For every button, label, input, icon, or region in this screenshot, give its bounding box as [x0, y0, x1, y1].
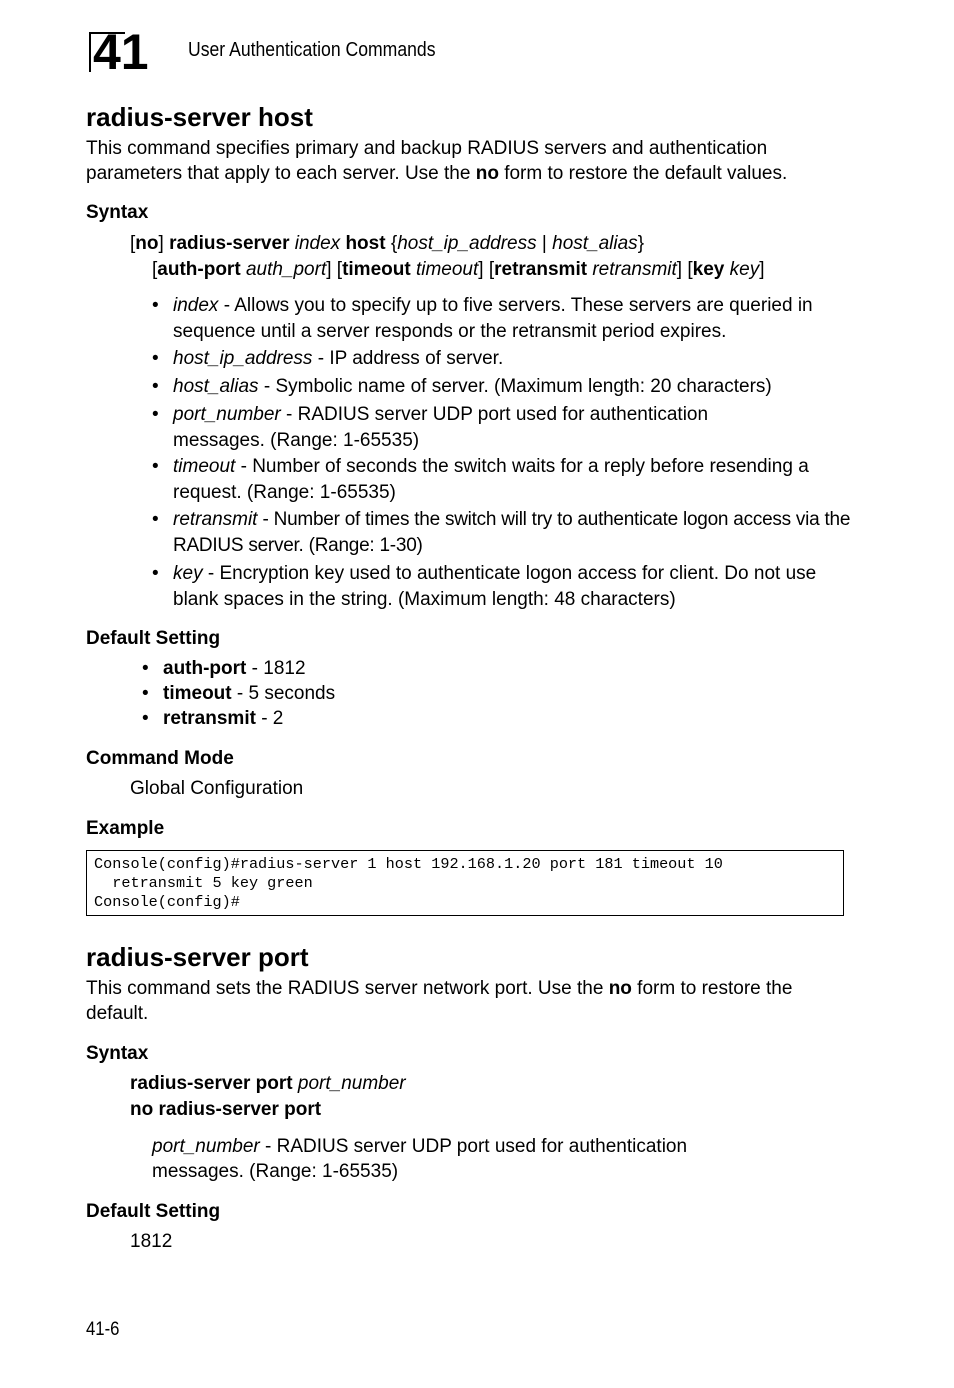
code-line: Console(config)#: [94, 893, 240, 911]
syntax-line-1: [no] radius-server index host {host_ip_address | host_alias}: [130, 233, 645, 254]
bullet: •: [152, 404, 159, 425]
param-desc: - IP address of server.: [312, 348, 504, 369]
param-desc: - Number of seconds the switch waits for a reply before resending a request. (Range: 1-65535): [173, 456, 809, 503]
syntax-no-command: no radius-server port: [130, 1099, 322, 1120]
default-desc: - 1812: [246, 658, 306, 679]
bullet: •: [142, 683, 149, 704]
example-code-block: [86, 850, 844, 916]
code-line: retransmit 5 key green: [94, 874, 313, 892]
param-term: retransmit: [173, 509, 258, 530]
syntax-heading: Syntax: [86, 1043, 149, 1064]
intro-text: This command sets the RADIUS server network port. Use the: [86, 978, 609, 999]
param-term: host_alias: [173, 376, 259, 397]
syntax-command: radius-server port: [130, 1073, 293, 1094]
param-term: index: [173, 295, 219, 316]
intro-bold-no: no: [475, 163, 499, 184]
default-setting-heading: Default Setting: [86, 628, 221, 649]
command-mode-value: Global Configuration: [130, 778, 304, 799]
syntax-line-1: [130, 1071, 406, 1096]
param-desc: - RADIUS server UDP port used for authentication messages. (Range: 1-65535): [173, 404, 709, 451]
running-title: User Authentication Commands: [188, 39, 436, 61]
intro-text-end: form to restore the default values.: [498, 163, 788, 184]
param-desc: - Symbolic name of server. (Maximum length: 20 characters): [258, 376, 772, 397]
bullet: •: [142, 708, 149, 729]
section2-intro: [86, 976, 856, 1026]
param-desc: - Encryption key used to authenticate logon access for client. Do not use blank spaces in the string. (Maximum length: 48 characters): [173, 563, 817, 610]
bullet: •: [152, 509, 159, 530]
syntax-argument: port_number: [297, 1073, 406, 1094]
param-term: key: [173, 563, 203, 584]
chapter-marker: [89, 24, 161, 80]
chapter-number: 41: [93, 24, 149, 80]
code-line: Console(config)#radius-server 1 host 192.168.1.20 port 181 timeout 10: [94, 855, 723, 873]
intro-text-end: form to restore the default.: [86, 978, 793, 1024]
intro-bold-no: no: [608, 978, 632, 999]
bullet: •: [142, 658, 149, 679]
default-value: 1812: [130, 1231, 173, 1252]
intro-text: This command specifies primary and backup RADIUS servers and authentication parameters that apply to each server. Use the: [86, 138, 768, 184]
default-setting-heading: Default Setting: [86, 1201, 221, 1222]
section-title-radius-server-host: radius-server host: [86, 102, 313, 132]
default-desc: - 2: [255, 708, 284, 729]
param-term: timeout: [173, 456, 236, 477]
default-term: auth-port: [163, 658, 247, 679]
syntax-line-2: [130, 1097, 321, 1122]
default-term: timeout: [163, 683, 232, 704]
bullet: •: [152, 563, 159, 584]
bullet: •: [152, 376, 159, 397]
param-desc: - Allows you to specify up to five servers. These servers are queried in sequence until a server responds or the retransmit period expires.: [173, 295, 813, 342]
example-heading: Example: [86, 818, 165, 839]
page-number: 41-6: [86, 1319, 120, 1340]
syntax-line-2: [auth-port auth_port] [timeout timeout] [retransmit retransmit] [key key]: [152, 259, 765, 280]
param-term: port_number: [152, 1136, 260, 1157]
bullet: •: [152, 295, 159, 316]
param-desc: - Number of times the switch will try to authenticate logon access via the RADIUS server. (Range: 1-30): [173, 509, 851, 556]
command-mode-heading: Command Mode: [86, 748, 234, 769]
param-description: [152, 1134, 772, 1184]
section-title-radius-server-port: radius-server port: [86, 942, 309, 972]
section1-intro: [86, 136, 856, 186]
default-desc: - 5 seconds: [231, 683, 336, 704]
bullet: •: [152, 348, 159, 369]
bullet: •: [152, 456, 159, 477]
param-desc: - RADIUS server UDP port used for authentication messages. (Range: 1-65535): [152, 1136, 688, 1182]
param-term: host_ip_address: [173, 348, 313, 369]
syntax-heading: Syntax: [86, 202, 149, 223]
default-term: retransmit: [163, 708, 256, 729]
param-term: port_number: [173, 404, 281, 425]
